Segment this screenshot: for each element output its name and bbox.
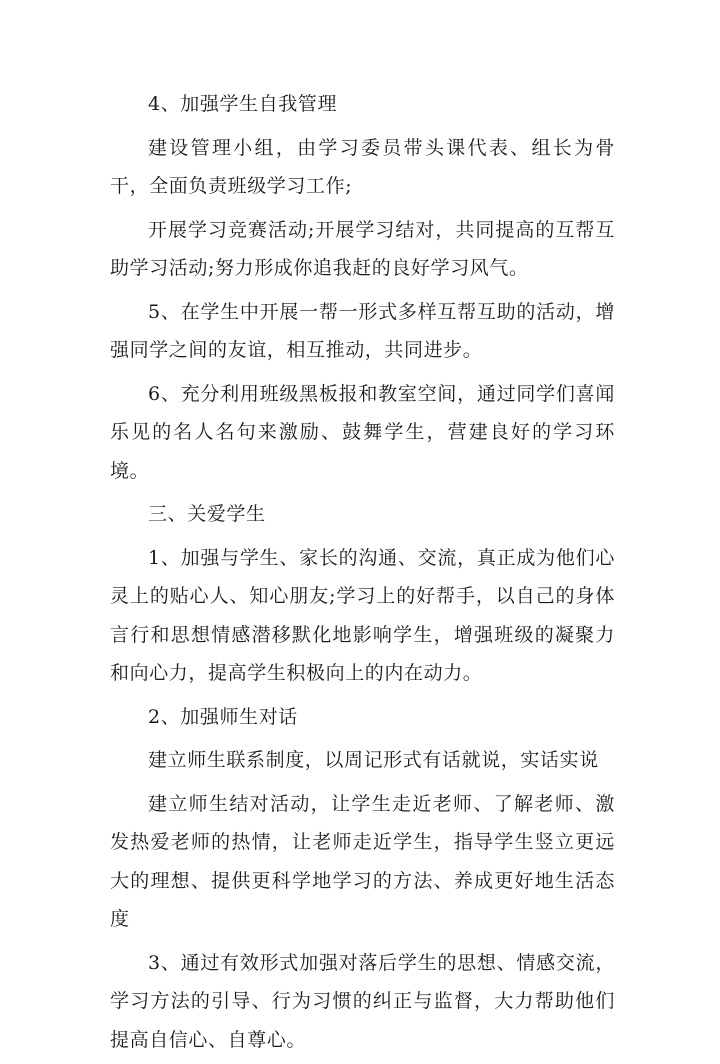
paragraph-mutual-help: 5、在学生中开展一帮一形式多样互帮互助的活动，增强同学之间的友谊，相互推动，共同进步。 [110,300,615,361]
paragraph-communication: 1、加强与学生、家长的沟通、交流，真正成为他们心灵上的贴心人、知心朋友;学习上的好帮手，以自己的身体言行和思想情感潜移默化地影响学生，增强班级的凝聚力和向心力，提高学生积极向上的内在动力。 [110,546,615,684]
paragraph-contact-system: 建立师生联系制度，以周记形式有话就说，实话实说 [148,749,599,771]
document-body [110,85,615,1064]
paragraph-study-competition: 开展学习竞赛活动;开展学习结对，共同提高的互帮互助学习活动;努力形成你追我赶的良好学习风气。 [110,218,615,279]
paragraph-study-group: 建设管理小组，由学习委员带头课代表、组长为骨干，全面负责班级学习工作; [110,136,615,197]
paragraph-dialogue-heading: 2、加强师生对话 [148,705,298,728]
paragraph-struggling-students: 3、通过有效形式加强对落后学生的思想、情感交流，学习方法的引导、行为习惯的纠正与监督，大力帮助他们提高自信心、自尊心。 [110,951,615,1051]
paragraph-pairing-activity: 建立师生结对活动，让学生走近老师、了解老师、激发热爱老师的热情，让老师走近学生，指导学生竖立更远大的理想、提供更科学地学习的方法、养成更好地生活态度 [110,792,615,930]
paragraph-blackboard: 6、充分利用班级黑板报和教室空间，通过同学们喜闻乐见的名人名句来激励、鼓舞学生，营建良好的学习环境。 [110,382,615,482]
paragraph-self-management-heading: 4、加强学生自我管理 [148,93,338,115]
section-heading-care-students: 三、关爱学生 [148,503,266,525]
